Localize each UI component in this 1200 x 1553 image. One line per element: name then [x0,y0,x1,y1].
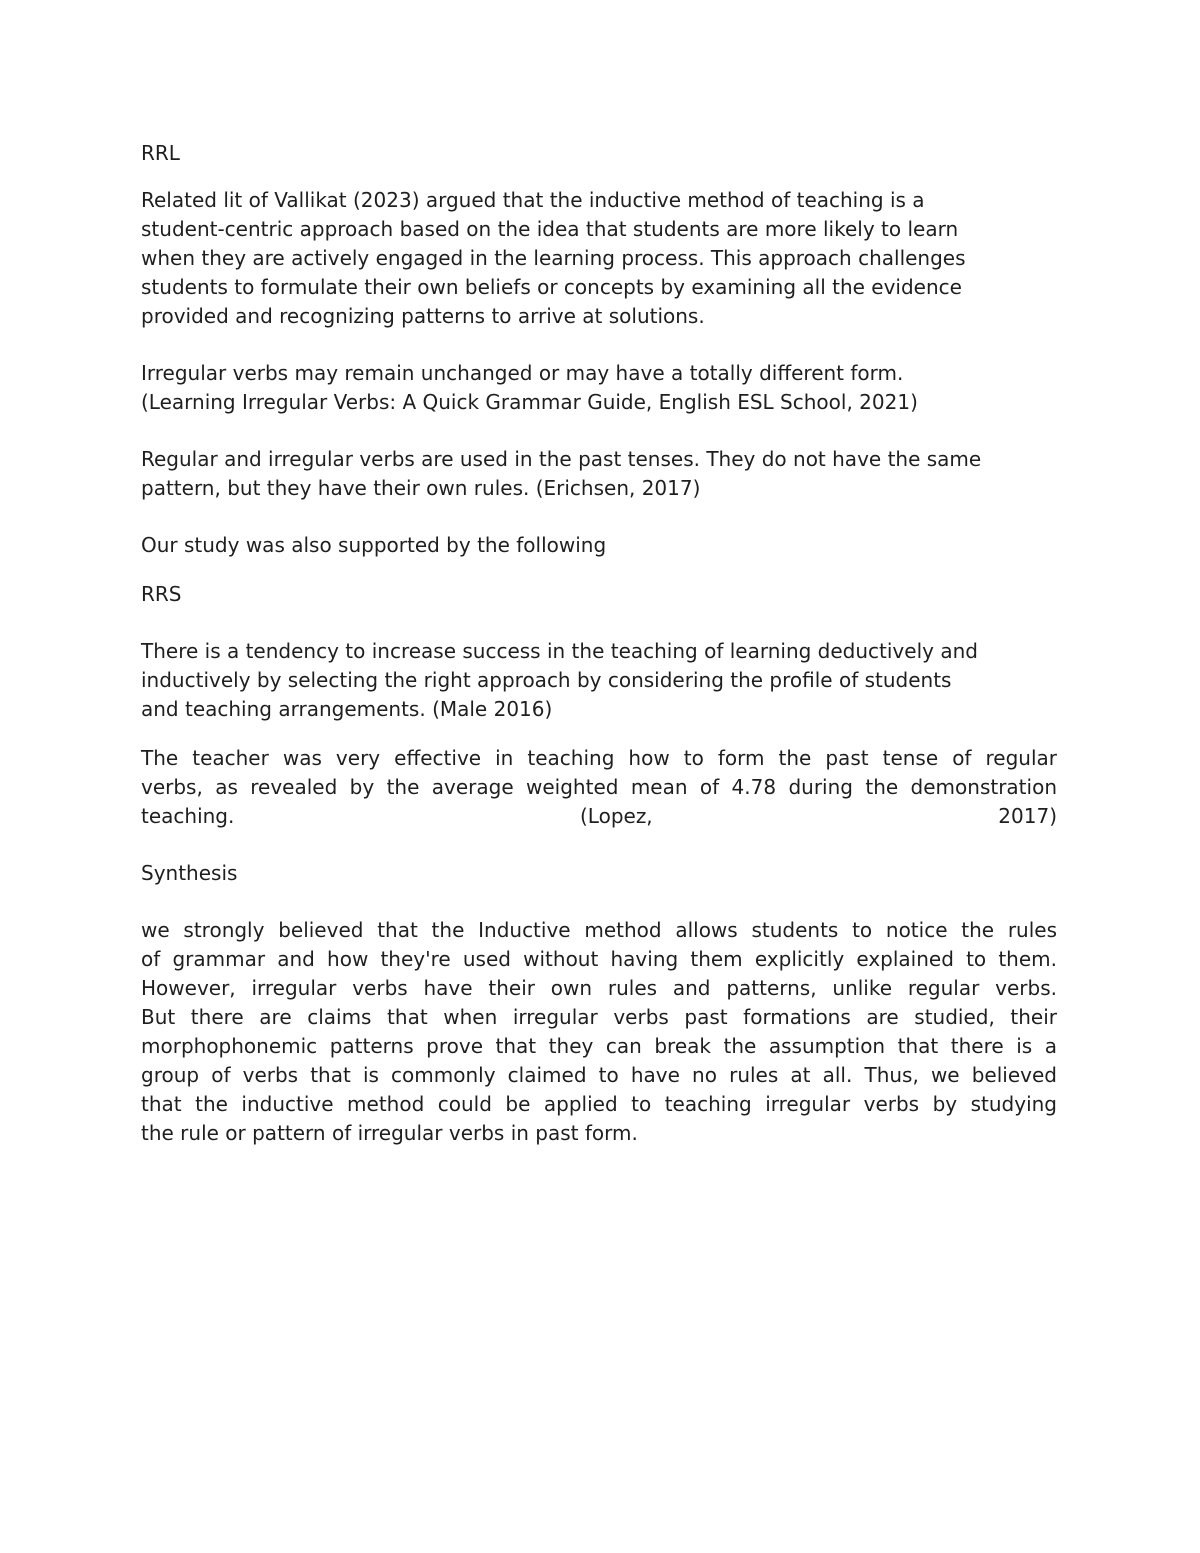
heading-rrl: RRL [141,141,180,165]
paragraph-line: There is a tendency to increase success in the teaching of learning deductively and [141,639,978,663]
synthesis-paragraph [141,916,1057,1148]
paragraph-line: However, irregular verbs have their own rules and patterns, unlike regular verbs. [141,976,1057,1000]
rrl-paragraph-1 [141,186,1057,331]
paragraph-line: the rule or pattern of irregular verbs in past form. [141,1121,638,1145]
paragraph-line: Regular and irregular verbs are used in the past tenses. They do not have the same [141,447,982,471]
paragraph-line: provided and recognizing patterns to arrive at solutions. [141,304,705,328]
paragraph-line: that the inductive method could be applied to teaching irregular verbs by studying [141,1092,1057,1116]
paragraph-line: pattern, but they have their own rules. (Erichsen, 2017) [141,476,701,500]
paragraph-line: The teacher was very effective in teaching how to form the past tense of regular [141,746,1057,770]
paragraph-line: (Learning Irregular Verbs: A Quick Grammar Guide, English ESL School, 2021) [141,390,918,414]
document-body [141,139,1057,1148]
paragraph-line: and teaching arrangements. (Male 2016) [141,697,553,721]
paragraph-line: But there are claims that when irregular verbs past formations are studied, their [141,1005,1057,1029]
rrs-paragraph-1 [141,637,1057,724]
paragraph-line: students to formulate their own beliefs or concepts by examining all the evidence [141,275,962,299]
support-line: Our study was also supported by the following [141,533,607,557]
heading-rrs: RRS [141,582,182,606]
paragraph-line: we strongly believed that the Inductive method allows students to notice the rules [141,918,1057,942]
rrl-paragraph-2 [141,359,1057,417]
paragraph-line: Related lit of Vallikat (2023) argued that the inductive method of teaching is a [141,188,925,212]
paragraph-line: group of verbs that is commonly claimed to have no rules at all. Thus, we believed [141,1063,1057,1087]
paragraph-line: teaching. (Lopez, 2017) [141,804,1057,828]
paragraph-line: of grammar and how they're used without having them explicitly explained to them. [141,947,1057,971]
rrl-paragraph-3 [141,445,1057,503]
paragraph-line: Irregular verbs may remain unchanged or may have a totally different form. [141,361,904,385]
paragraph-line: verbs, as revealed by the average weighted mean of 4.78 during the demonstration [141,775,1057,799]
heading-synthesis: Synthesis [141,861,238,885]
paragraph-line: morphophonemic patterns prove that they can break the assumption that there is a [141,1034,1057,1058]
paragraph-line: student-centric approach based on the idea that students are more likely to learn [141,217,959,241]
paragraph-line: when they are actively engaged in the learning process. This approach challenges [141,246,966,270]
rrs-paragraph-2 [141,744,1057,831]
paragraph-line: inductively by selecting the right approach by considering the profile of students [141,668,952,692]
